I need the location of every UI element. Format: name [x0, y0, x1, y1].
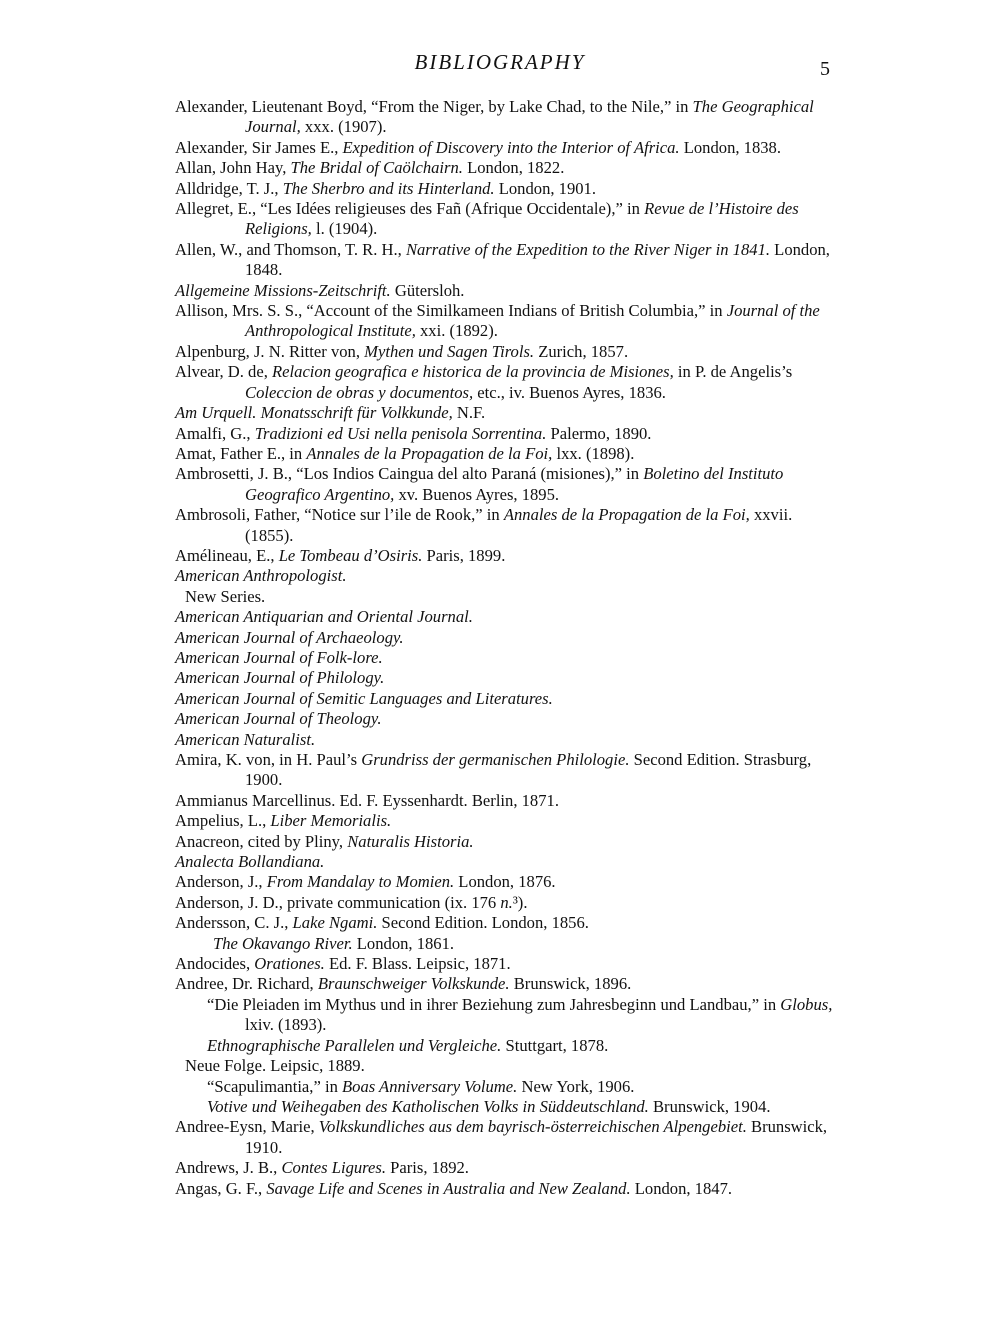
entry-title-text: Liber Memorialis.	[270, 811, 392, 831]
entry-title-text: Ethnographische Parallelen und Vergleiche.	[207, 1035, 502, 1055]
entry-text: Second Edition. London, 1856.	[377, 913, 589, 933]
entry-text: London, 1848.	[245, 239, 830, 280]
entry-title-text: The Geographical Journal,	[245, 97, 814, 137]
entry-text: Allan, John Hay,	[175, 158, 291, 178]
entry-text: xxvii. (1855).	[245, 505, 793, 545]
entry-text: Palermo, 1890.	[546, 423, 652, 443]
entry-title-text: n.	[500, 892, 513, 912]
bibliography-entry	[175, 199, 835, 240]
entry-text: Alldridge, T. J.,	[175, 178, 283, 198]
entry-text: lxx. (1898).	[552, 443, 635, 463]
entry-text: Alexander, Lieutenant Boyd, “From the Niger, by Lake Chad, to the Nile,” in	[175, 97, 693, 116]
entry-text: Amélineau, E.,	[175, 545, 279, 565]
entry-text: Second Edition. Strasburg, 1900.	[245, 750, 812, 790]
bibliography-entry	[175, 750, 835, 791]
entry-text: Allison, Mrs. S. S., “Account of the Similkameen Indians of British Columbia,” in	[175, 301, 727, 321]
bibliography-entry	[175, 791, 835, 811]
bibliography-entry	[175, 587, 835, 607]
bibliography-entry	[175, 913, 835, 933]
entry-text: Ambrosetti, J. B., “Los Indios Caingua del alto Paraná (misiones),” in	[175, 464, 644, 484]
entry-title-text: Naturalis Historia.	[347, 831, 474, 851]
bibliography-entry	[175, 424, 835, 444]
entry-title-text: Annales de la Propagation de la Foi,	[306, 443, 553, 463]
entry-text: Andree, Dr. Richard,	[175, 974, 318, 994]
entry-text: Gütersloh.	[390, 280, 465, 300]
bibliography-entry	[175, 362, 835, 403]
entry-text: Paris, 1892.	[385, 1158, 469, 1178]
entry-title-text: The Okavango River.	[213, 933, 353, 953]
entry-text: xv. Buenos Ayres, 1895.	[394, 484, 560, 504]
entry-text: London, 1838.	[679, 137, 781, 157]
entry-title-text: Analecta Bollandiana.	[175, 852, 325, 872]
entry-text: Alpenburg, J. N. Ritter von,	[175, 341, 365, 361]
entry-title-text: Lake Ngami.	[292, 913, 378, 933]
entry-text: in P. de Angelis’s	[673, 362, 793, 382]
entry-text: Andersson, C. J.,	[175, 913, 293, 933]
bibliography-entry	[175, 668, 835, 688]
bibliography-entry	[175, 1097, 835, 1117]
entry-title-text: American Journal of Archaeology.	[175, 627, 404, 647]
bibliography-entry	[175, 709, 835, 729]
bibliography-entry	[175, 444, 835, 464]
bibliography-entry	[175, 1056, 835, 1076]
entry-text: Zurich, 1857.	[534, 341, 629, 361]
entry-text: Brunswick, 1896.	[509, 974, 632, 994]
bibliography-entry	[175, 158, 835, 178]
entry-title-text: American Journal of Philology.	[175, 668, 385, 688]
entry-text: Alvear, D. de,	[175, 362, 273, 382]
entry-text: London, 1847.	[630, 1178, 733, 1198]
bibliography-entries	[175, 97, 835, 1199]
entry-title-text: Savage Life and Scenes in Australia and New Zealand.	[266, 1178, 631, 1198]
entry-text: Amira, K. von, in H. Paul’s	[175, 750, 362, 769]
entry-title-text: Coleccion de obras y documentos,	[245, 382, 474, 402]
bibliography-entry	[175, 1158, 835, 1178]
bibliography-entry	[175, 995, 835, 1036]
entry-text: ³).	[512, 892, 528, 912]
entry-title-text: Le Tombeau d’Osiris.	[278, 545, 423, 565]
bibliography-entry	[175, 301, 835, 342]
entry-text: Ampelius, L.,	[175, 811, 271, 831]
bibliography-entry	[175, 1036, 835, 1056]
entry-title-text: Boas Anniversary Volume.	[342, 1076, 518, 1096]
bibliography-entry	[175, 566, 835, 586]
entry-title-text: Narrative of the Expedition to the River Niger in 1841.	[405, 239, 771, 259]
bibliography-entry	[175, 1179, 835, 1199]
entry-title-text: American Naturalist.	[175, 729, 316, 749]
bibliography-entry	[175, 138, 835, 158]
entry-title-text: Orationes.	[254, 954, 325, 974]
entry-text: Anacreon, cited by Pliny,	[175, 831, 348, 851]
bibliography-entry	[175, 811, 835, 831]
bibliography-entry	[175, 240, 835, 281]
entry-text: Neue Folge. Leipsic, 1889.	[185, 1056, 365, 1076]
entry-title-text: American Journal of Theology.	[175, 709, 382, 729]
entry-text: Angas, G. F.,	[175, 1178, 267, 1198]
bibliography-entry	[175, 546, 835, 566]
entry-title-text: Allgemeine Missions-Zeitschrift.	[175, 280, 391, 300]
entry-title-text: Revue de l’Histoire des Religions,	[245, 199, 799, 239]
bibliography-entry	[175, 689, 835, 709]
entry-text: Brunswick, 1904.	[648, 1096, 771, 1116]
entry-title-text: Journal of the Anthropological Institute,	[245, 301, 820, 341]
bibliography-entry	[175, 342, 835, 362]
bibliography-entry	[175, 97, 835, 138]
entry-title-text: American Antiquarian and Oriental Journal.	[175, 607, 473, 627]
entry-title-text: Relacion geografica e historica de la provincia de Misiones,	[272, 362, 674, 382]
bibliography-entry	[175, 1117, 835, 1158]
entry-title-text: Am Urquell. Monatsschrift für Volkkunde,	[175, 403, 453, 423]
bibliography-entry	[175, 403, 835, 423]
entry-text: “Scapulimantia,” in	[207, 1076, 343, 1096]
entry-text: Andocides,	[175, 954, 255, 974]
entry-text: London, 1876.	[454, 872, 556, 892]
entry-text: Ammianus Marcellinus. Ed. F. Eyssenhardt. Berlin, 1871.	[175, 790, 559, 810]
bibliography-entry	[175, 1077, 835, 1097]
entry-title-text: Tradizioni ed Usi nella penisola Sorrentina.	[254, 423, 547, 443]
entry-text: Stuttgart, 1878.	[501, 1035, 609, 1055]
entry-text: l. (1904).	[311, 219, 378, 239]
entry-text: London, 1901.	[494, 178, 596, 198]
entry-text: Anderson, J.,	[175, 872, 267, 892]
bibliography-entry	[175, 607, 835, 627]
entry-text: lxiv. (1893).	[245, 1015, 327, 1035]
entry-text: xxi. (1892).	[415, 321, 498, 341]
bibliography-entry	[175, 628, 835, 648]
entry-title-text: American Journal of Semitic Languages and Literatures.	[175, 688, 553, 708]
entry-title-text: Globus,	[780, 994, 833, 1014]
entry-text: Ed. F. Blass. Leipsic, 1871.	[324, 954, 511, 974]
bibliography-entry	[175, 505, 835, 546]
bibliography-entry	[175, 974, 835, 994]
bibliography-entry	[175, 730, 835, 750]
entry-text: xxx. (1907).	[300, 117, 387, 137]
entry-text: Brunswick, 1910.	[245, 1117, 828, 1157]
entry-text: Andrews, J. B.,	[175, 1158, 282, 1178]
running-head: BIBLIOGRAPHY	[414, 50, 586, 74]
bibliography-entry	[175, 893, 835, 913]
entry-title-text: Boletino del Instituto Geografico Argentino,	[245, 464, 784, 504]
entry-title-text: American Anthropologist.	[175, 566, 347, 586]
entry-title-text: Mythen und Sagen Tirols.	[364, 341, 535, 361]
entry-title-text: Annales de la Propagation de la Foi,	[503, 505, 750, 525]
entry-text: “Die Pleiaden im Mythus und in ihrer Beziehung zum Jahresbeginn und Landbau,” in	[207, 994, 781, 1014]
entry-title-text: Braunschweiger Volkskunde.	[317, 974, 510, 994]
entry-title-text: Contes Ligures.	[281, 1158, 386, 1178]
entry-title-text: Grundriss der germanischen Philologie.	[361, 750, 630, 769]
bibliography-entry	[175, 648, 835, 668]
entry-title-text: American Journal of Folk-lore.	[175, 647, 383, 667]
entry-title-text: Votive und Weihegaben des Katholischen Volks in Süddeutschland.	[207, 1096, 649, 1116]
entry-text: Paris, 1899.	[422, 545, 506, 565]
entry-title-text: Expedition of Discovery into the Interior of Africa.	[342, 137, 680, 157]
entry-text: N.F.	[452, 403, 486, 423]
entry-text: New York, 1906.	[517, 1076, 635, 1096]
entry-title-text: The Bridal of Caölchairn.	[290, 158, 463, 178]
page-number: 5	[820, 58, 830, 80]
entry-text: Anderson, J. D., private communication (ix. 176	[175, 892, 501, 912]
entry-title-text: From Mandalay to Momien.	[266, 872, 455, 892]
entry-title-text: The Sherbro and its Hinterland.	[282, 178, 495, 198]
entry-text: Amat, Father E., in	[175, 443, 307, 463]
entry-text: London, 1822.	[462, 158, 565, 178]
entry-text: Andree-Eysn, Marie,	[175, 1117, 319, 1137]
entry-text: Alexander, Sir James E.,	[175, 137, 343, 157]
bibliography-entry	[175, 852, 835, 872]
bibliography-entry	[175, 872, 835, 892]
entry-text: Amalfi, G.,	[175, 423, 255, 443]
entry-text: Allegret, E., “Les Idées religieuses des Fañ (Afrique Occidentale),” in	[175, 199, 645, 219]
bibliography-entry	[175, 464, 835, 505]
entry-title-text: Volkskundliches aus dem bayrisch-österreichischen Alpengebiet.	[318, 1117, 747, 1137]
entry-text: Ambrosoli, Father, “Notice sur l’ile de Rook,” in	[175, 505, 504, 525]
entry-text: New Series.	[185, 586, 266, 606]
bibliography-entry	[175, 832, 835, 852]
bibliography-entry	[175, 954, 835, 974]
bibliography-entry	[175, 281, 835, 301]
bibliography-entry	[175, 179, 835, 199]
entry-text: Allen, W., and Thomson, T. R. H.,	[175, 239, 406, 259]
entry-text: London, 1861.	[352, 933, 455, 953]
bibliography-entry	[175, 934, 835, 954]
entry-text: etc., iv. Buenos Ayres, 1836.	[473, 382, 666, 402]
